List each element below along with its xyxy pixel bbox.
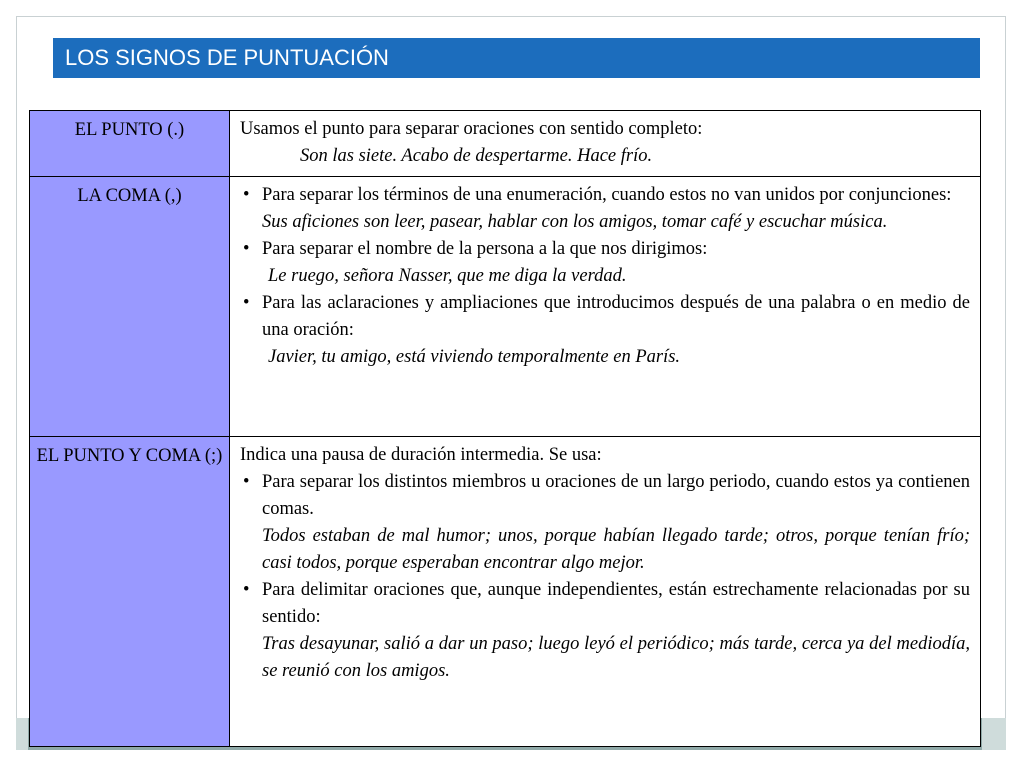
usage-text: Para separar los términos de una enumeración, cuando estos no van unidos por conjunciones: — [262, 185, 952, 205]
term-cell: LA COMA (,) — [30, 177, 230, 437]
example-text: Tras desayunar, salió a dar un paso; luego leyó el periódico; más tarde, cerca ya del mediodía, se reunió con los amigos. — [262, 634, 970, 681]
example-text: Javier, tu amigo, está viviendo temporalmente en París. — [268, 347, 681, 367]
description-cell — [230, 111, 981, 177]
list-item — [240, 290, 970, 371]
table-row-coma — [30, 177, 981, 437]
usage-text: Para las aclaraciones y ampliaciones que introducimos después de una palabra o en medio de una oración: — [262, 293, 970, 340]
list-item — [240, 236, 970, 290]
intro-text: Usamos el punto para separar oraciones con sentido completo: — [240, 119, 703, 139]
table-row-punto — [30, 111, 981, 177]
example-text: Le ruego, señora Nasser, que me diga la verdad. — [268, 266, 627, 286]
example-text: Todos estaban de mal humor; unos, porque habían llegado tarde; otros, porque tenían frío; casi todos, porque esperaban encontrar algo mejor. — [262, 526, 970, 573]
usage-list — [240, 469, 970, 685]
description-cell — [230, 177, 981, 437]
usage-list — [240, 182, 970, 371]
intro-text: Indica una pausa de duración intermedia. Se usa: — [240, 445, 602, 465]
table-row-punto-y-coma — [30, 437, 981, 747]
example-text: Sus aficiones son leer, pasear, hablar con los amigos, tomar café y escuchar música. — [262, 212, 888, 232]
list-item — [240, 577, 970, 685]
term-cell: EL PUNTO (.) — [30, 111, 230, 177]
example-text: Son las siete. Acabo de despertarme. Hace frío. — [300, 146, 653, 166]
usage-text: Para separar los distintos miembros u oraciones de un largo periodo, cuando estos ya contienen comas. — [262, 472, 970, 519]
usage-text: Para delimitar oraciones que, aunque independientes, están estrechamente relacionadas por su sentido: — [262, 580, 970, 627]
bottom-decor-band-end — [982, 718, 1006, 750]
usage-text: Para separar el nombre de la persona a la que nos dirigimos: — [262, 239, 708, 259]
description-cell — [230, 437, 981, 747]
slide-title: LOS SIGNOS DE PUNTUACIÓN — [53, 38, 980, 78]
term-cell: EL PUNTO Y COMA (;) — [30, 437, 230, 747]
list-item — [240, 182, 970, 236]
list-item — [240, 469, 970, 577]
bottom-decor-band-start — [16, 718, 28, 750]
punctuation-table — [29, 110, 981, 747]
